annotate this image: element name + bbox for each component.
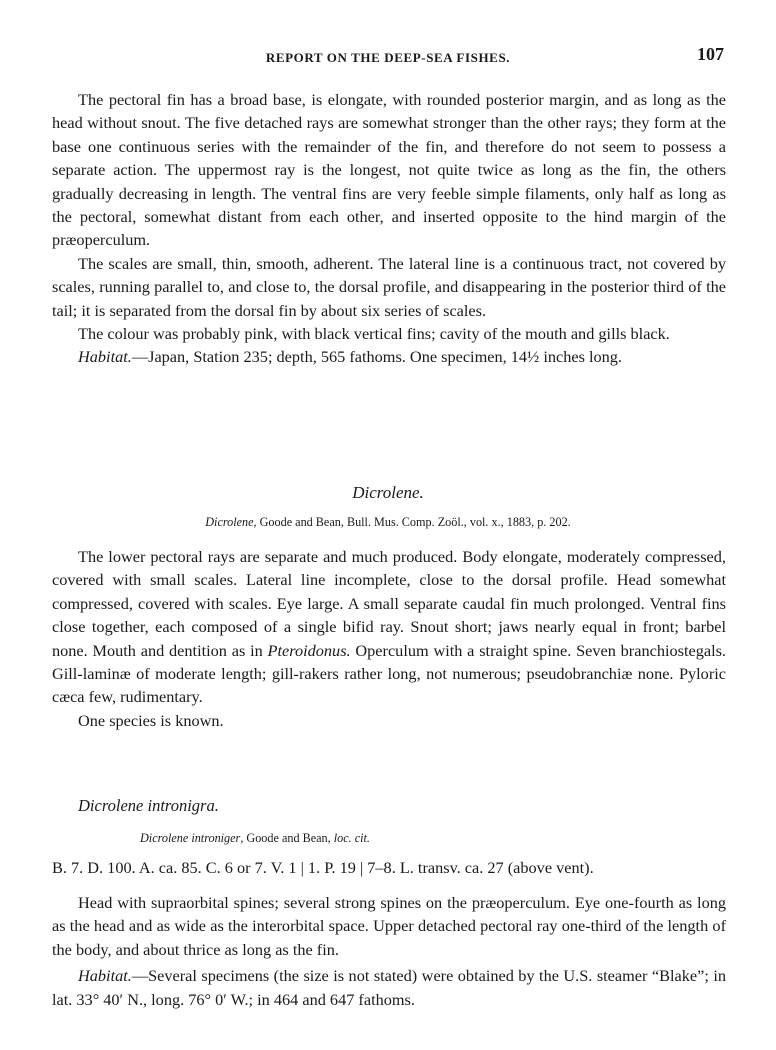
paragraph-species-habitat <box>52 964 726 1011</box>
genus-citation-text: , Goode and Bean, Bull. Mus. Comp. Zoöl., vol. x., 1883, p. 202. <box>253 515 571 529</box>
species-citation-text: , Goode and Bean, <box>240 831 334 845</box>
paragraph-genus-description <box>52 545 726 709</box>
genus-description-italic: Pteroidonus. <box>267 640 351 660</box>
genus-description-part2: Operculum with a straight spine. Seven branchiostegals. Gill-laminæ of moderate length; gill-rakers rather long, not numerous; pseudobranchiæ none. Pyloric cæca few, rudimentary. <box>52 640 727 707</box>
paragraph-pectoral-fin: The pectoral fin has a broad base, is elongate, with rounded posterior margin, and as long as the head without snout. The five detached rays are somewhat stronger than the other rays; they form at the base one continuous series with the remainder of the fin, and therefore do not seem to possess a separate action. The uppermost ray is the longest, not quite twice as long as the fin, the others gradually decreasing in length. The ventral fins are very feeble simple filaments, only half as long as the pectoral, somewhat distant from each other, and inserted opposite to the hind margin of the præoperculum. <box>52 90 726 250</box>
section-continuation <box>52 88 726 369</box>
page-number: 107 <box>697 44 724 64</box>
species-description-block <box>52 891 726 1011</box>
genus-heading: Dicrolene. <box>352 483 424 502</box>
genus-citation <box>0 514 776 530</box>
paragraph-scales: The scales are small, thin, smooth, adherent. The lateral line is a continuous tract, not covered by scales, running parallel to, and close to, the dorsal profile, and disappearing in the posterior third of the tail; it is separated from the dorsal fin by about six series of scales. <box>52 253 726 320</box>
species-citation <box>140 830 370 846</box>
paragraph-species-description: Head with supraorbital spines; several strong spines on the præoperculum. Eye one-fourth as long as the head and as wide as the interorbital space. Upper detached pectoral ray one-third of the length of the body, and about thrice as long as the fin. <box>52 893 726 959</box>
genus-description-part1: The lower pectoral rays are separate and much produced. Body elongate, moderately compressed, covered with small scales. Lateral line incomplete, close to the dorsal profile. Head somewhat compressed, covered with scales. Eye large. A small separate caudal fin much prolonged. Ventral fins close together, each composed of a single bifid ray. Snout short; jaws nearly equal in front; barbel none. Mouth and dentition as in <box>52 547 726 660</box>
running-header <box>0 44 776 68</box>
species-heading: Dicrolene intronigra. <box>78 796 219 815</box>
habitat-text: —Japan, Station 235; depth, 565 fathoms. One specimen, 14½ inches long. <box>131 347 622 367</box>
paragraph-colour: The colour was probably pink, with black vertical fins; cavity of the mouth and gills black. <box>78 324 670 344</box>
genus-citation-name: Dicrolene <box>205 515 254 529</box>
fin-formula: B. 7. D. 100. A. ca. 85. C. 6 or 7. V. 1 | 1. P. 19 | 7–8. L. transv. ca. 27 (above vent). <box>52 858 594 877</box>
genus-description-block <box>52 545 726 732</box>
running-title: REPORT ON THE DEEP-SEA FISHES. <box>265 50 511 65</box>
species-citation-name: Dicrolene introniger <box>140 831 241 845</box>
species-habitat-text: —Several specimens (the size is not stated) were obtained by the U.S. steamer “Blake”; in lat. 33° 40′ N., long. 76° 0′ W.; in 464 and 647 fathoms. <box>52 966 726 1009</box>
habitat-label: Habitat. <box>78 347 132 367</box>
species-habitat-label: Habitat. <box>78 966 132 986</box>
species-citation-loc: loc. cit. <box>333 831 370 845</box>
paragraph-habitat <box>52 345 726 368</box>
paragraph-species-count: One species is known. <box>78 710 224 730</box>
